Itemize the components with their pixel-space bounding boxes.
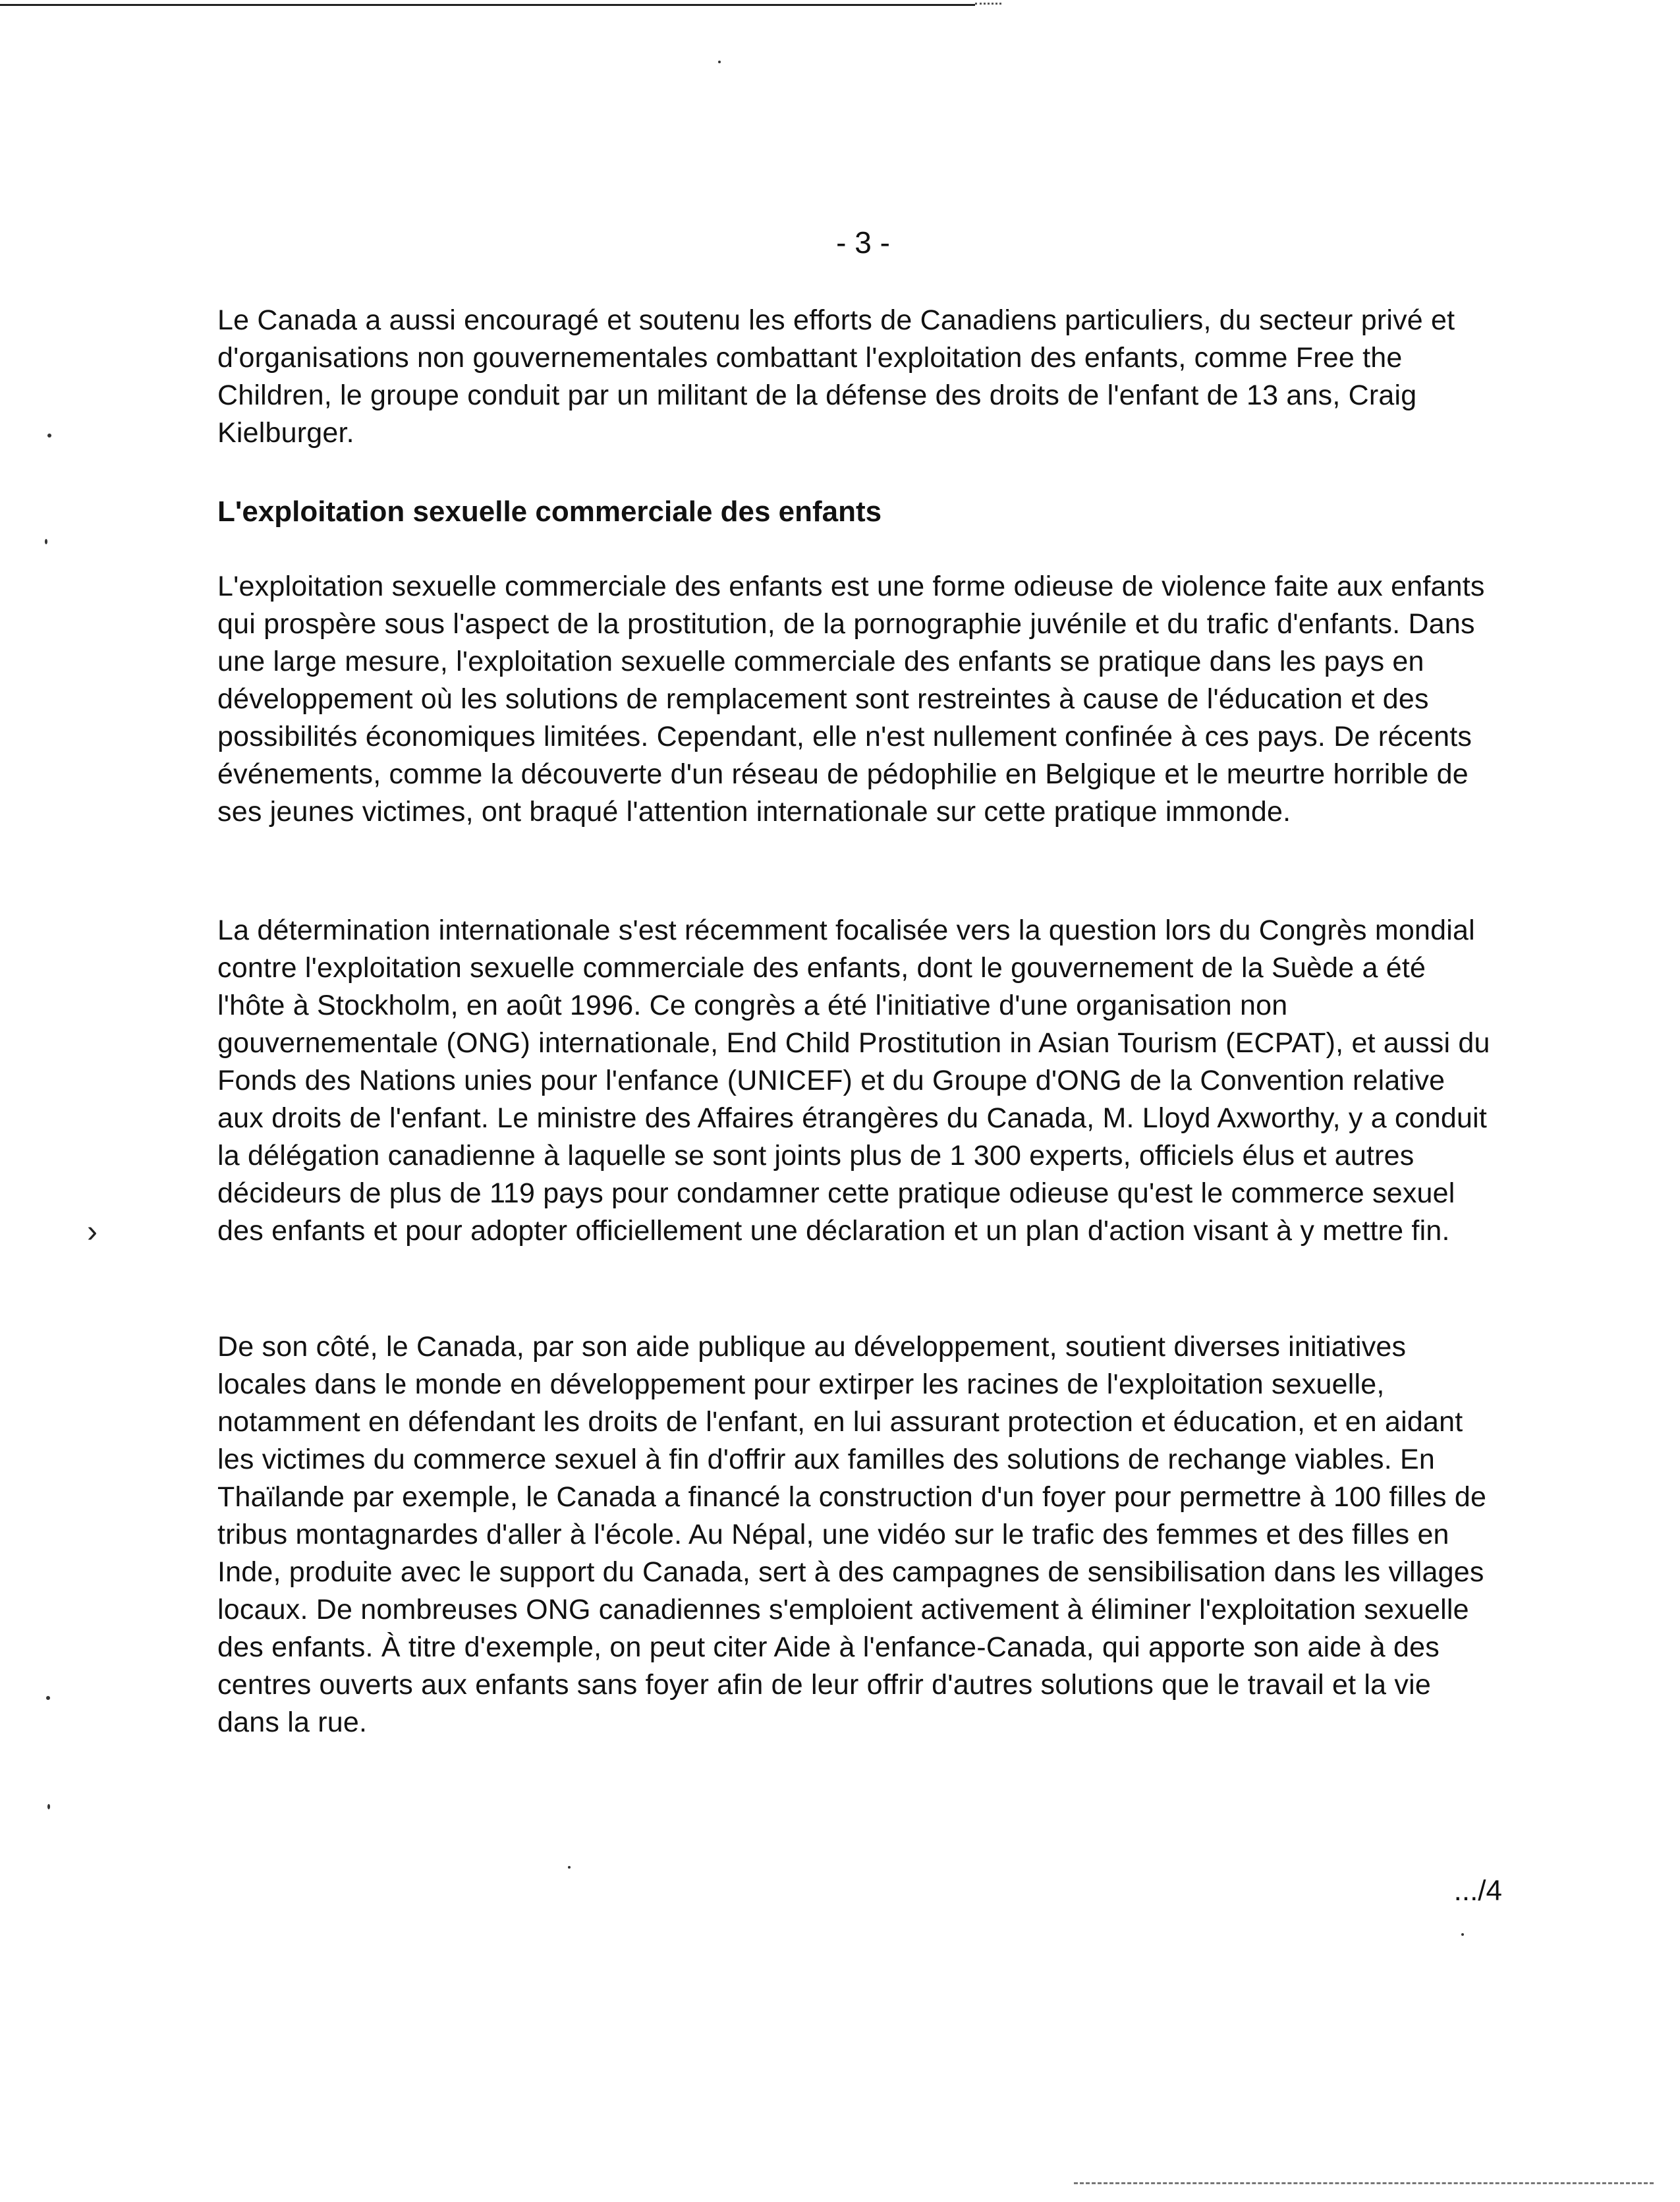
scan-speck	[718, 61, 721, 63]
continuation-marker: .../4	[1453, 1875, 1502, 1907]
scan-speck	[46, 1696, 50, 1700]
paragraph-canada-support: Le Canada a aussi encouragé et soutenu les efforts de Canadiens particuliers, du secteur privé et d'organisations non gouvernementales combattant l'exploitation des enfants, comme Free the Children, le groupe conduit par un militant de la défense des droits de l'enfant de 13 ans, Craig Kielburger.	[217, 304, 1455, 449]
scan-speck	[1461, 1933, 1464, 1936]
section-heading: L'exploitation sexuelle commerciale des enfants	[217, 495, 882, 528]
scan-speck	[45, 539, 47, 544]
scan-speck	[47, 1804, 50, 1809]
page-number: - 3 -	[836, 225, 890, 260]
scan-edge-line-bottom	[1074, 2182, 1654, 2184]
scan-edge-dots-top	[975, 3, 1001, 7]
scan-edge-line-top	[0, 4, 975, 6]
margin-bracket-mark: ›	[87, 1214, 98, 1249]
scan-speck	[47, 434, 51, 438]
paragraph-world-congress: La détermination internationale s'est récemment focalisée vers la question lors du Congrès mondial contre l'exploitation sexuelle commerciale des enfants, dont le gouvernement de la Suède a été l'hôte à Stockholm, en août 1996. Ce congrès a été l'initiative d'une organisation non gouvernementale (ONG) internationale, End Child Prostitution in Asian Tourism (ECPAT), et aussi du Fonds des Nations unies pour l'enfance (UNICEF) et du Groupe d'ONG de la Convention relative aux droits de l'enfant. Le ministre des Affaires étrangères du Canada, M. Lloyd Axworthy, y a conduit la délégation canadienne à laquelle se sont joints plus de 1 300 experts, officiels élus et autres décideurs de plus de 119 pays pour condamner cette pratique odieuse qu'est le commerce sexuel des enfants et pour adopter officiellement une déclaration et un plan d'action visant à y mettre fin.	[217, 915, 1490, 1247]
paragraph-canada-development-aid: De son côté, le Canada, par son aide publique au développement, soutient diverses initiatives locales dans le monde en développement pour extirper les racines de l'exploitation sexuelle, notamment en défendant les droits de l'enfant, en lui assurant protection et éducation, et en aidant les victimes du commerce sexuel à fin d'offrir aux familles des solutions de rechange viables. En Thaïlande par exemple, le Canada a financé la construction d'un foyer pour permettre à 100 filles de tribus montagnardes d'aller à l'école. Au Népal, une vidéo sur le trafic des femmes et des filles en Inde, produite avec le support du Canada, sert à des campagnes de sensibilisation dans les villages locaux. De nombreuses ONG canadiennes s'emploient activement à éliminer l'exploitation sexuelle des enfants. À titre d'exemple, on peut citer Aide à l'enfance-Canada, qui apporte son aide à des centres ouverts aux enfants sans foyer afin de leur offrir d'autres solutions que le travail et la vie dans la rue.	[217, 1331, 1487, 1738]
paragraph-exploitation-definition: L'exploitation sexuelle commerciale des enfants est une forme odieuse de violence faite aux enfants qui prospère sous l'aspect de la prostitution, de la pornographie juvénile et du trafic d'enfants. Dans une large mesure, l'exploitation sexuelle commerciale des enfants se pratique dans les pays en développement où les solutions de remplacement sont restreintes à cause de l'éducation et des possibilités économiques limitées. Cependant, elle n'est nullement confinée à ces pays. De récents événements, comme la découverte d'un réseau de pédophilie en Belgique et le meurtre horrible de ses jeunes victimes, ont braqué l'attention internationale sur cette pratique immonde.	[217, 571, 1485, 828]
scan-speck	[568, 1866, 571, 1869]
